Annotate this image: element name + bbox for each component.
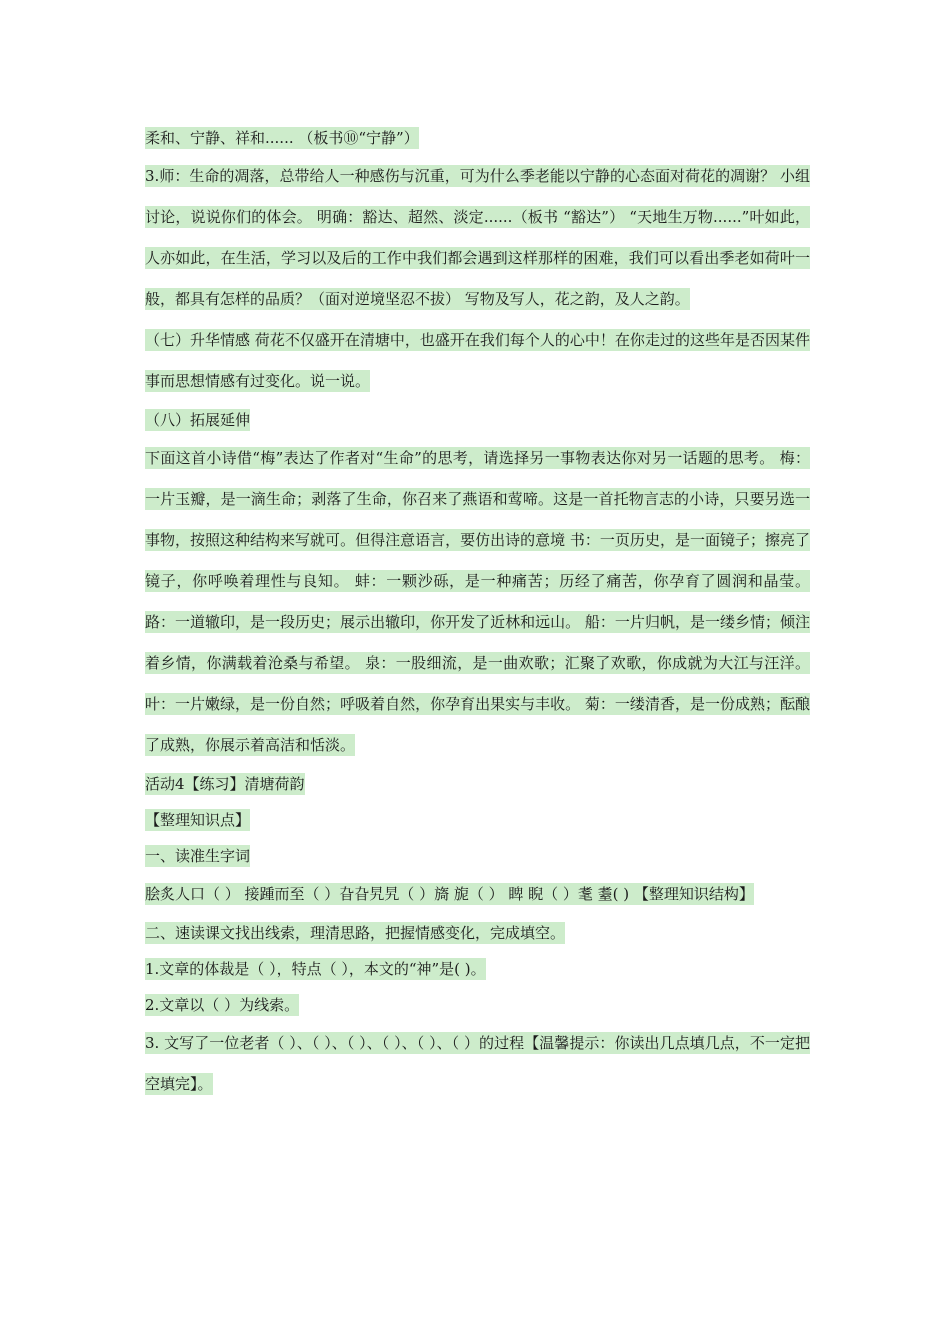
paragraph-teacher-question <box>145 156 810 320</box>
paragraph-text: 2.文章以（ ）为线索。 <box>145 996 300 1014</box>
paragraph-knowledge-heading <box>145 802 810 838</box>
paragraph-text: 【整理知识点】 <box>145 811 251 829</box>
paragraph-section-one <box>145 838 810 874</box>
paragraph-text: 柔和、宁静、祥和...... （板书⑩“宁静”） <box>145 129 419 147</box>
paragraph-question-2 <box>145 987 810 1023</box>
document-body <box>145 120 810 1105</box>
paragraph-vocabulary <box>145 874 810 915</box>
paragraph-text: 一、读准生字词 <box>145 847 251 865</box>
paragraph-poem-imitation <box>145 438 810 766</box>
paragraph-text: 下面这首小诗借“梅”表达了作者对“生命”的思考，请选择另一事物表达你对另一话题的思考。 梅：一片玉瓣，是一滴生命；剥落了生命，你召来了燕语和莺啼。这是一首托物言志的小诗，只要另选一事物，按照这种结构来写就可。但得注意语言，要仿出诗的意境 书：一页历史，是一面镜子；擦亮了镜子，你呼唤着理性与良知。 蚌：一颗沙砾，是一种痛苦；历经了痛苦，你孕育了圆润和晶莹。 路：一道辙印，是一段历史；展示出辙印，你开发了近林和远山。 船：一片归帆，是一缕乡情；倾注着乡情，你满载着沧桑与希望。 泉：一股细流，是一曲欢歌；汇聚了欢歌，你成就为大江与汪洋。 叶：一片嫩绿，是一份自然；呼吸着自然，你孕育出果实与丰收。 菊：一缕清香，是一份成熟；酝酿了成熟，你展示着高洁和恬淡。 <box>145 449 810 754</box>
paragraph-text: （七）升华情感 荷花不仅盛开在清塘中，也盛开在我们每个人的心中！在你走过的这些年是否因某件事而思想情感有过变化。说一说。 <box>145 331 810 390</box>
paragraph-text: 1.文章的体裁是（ ），特点（ ），本文的“神”是( )。 <box>145 960 486 978</box>
paragraph-text: 二、速读课文找出线索，理清思路，把握情感变化，完成填空。 <box>145 924 566 942</box>
paragraph-section-eight-heading <box>145 402 810 438</box>
paragraph-text: （八）拓展延伸 <box>145 411 251 429</box>
paragraph-section-two <box>145 915 810 951</box>
paragraph-section-seven <box>145 320 810 402</box>
paragraph-text: 3. 文写了一位老者（ ）、（ ）、（ ）、（ ）、（ ）、（ ）的过程【温馨提示：你读出几点填几点，不一定把空填完】。 <box>145 1034 810 1093</box>
paragraph-question-1 <box>145 951 810 987</box>
paragraph-activity-4 <box>145 766 810 802</box>
paragraph-text: 活动4【练习】清塘荷韵 <box>145 775 305 793</box>
paragraph-text: 脍炙人口（ ） 接踵而至（ ）旮旮旯旯（ ）旖 旎（ ） 睥 睨（ ）耄 耋( ) 【整理知识结构】 <box>145 885 754 903</box>
paragraph-text: 3.师：生命的凋落，总带给人一种感伤与沉重，可为什么季老能以宁静的心态面对荷花的凋谢？ 小组讨论，说说你们的体会。 明确：豁达、超然、淡定......（板书 “豁达”） “天地生万物......”叶如此，人亦如此，在生活，学习以及后的工作中我们都会遇到这样那样的困难，我们可以看出季老如荷叶一般，都具有怎样的品质？（面对逆境坚忍不拔） 写物及写人，花之韵，及人之韵。 <box>145 167 810 308</box>
paragraph-question-3 <box>145 1023 810 1105</box>
paragraph-tranquil <box>145 120 810 156</box>
